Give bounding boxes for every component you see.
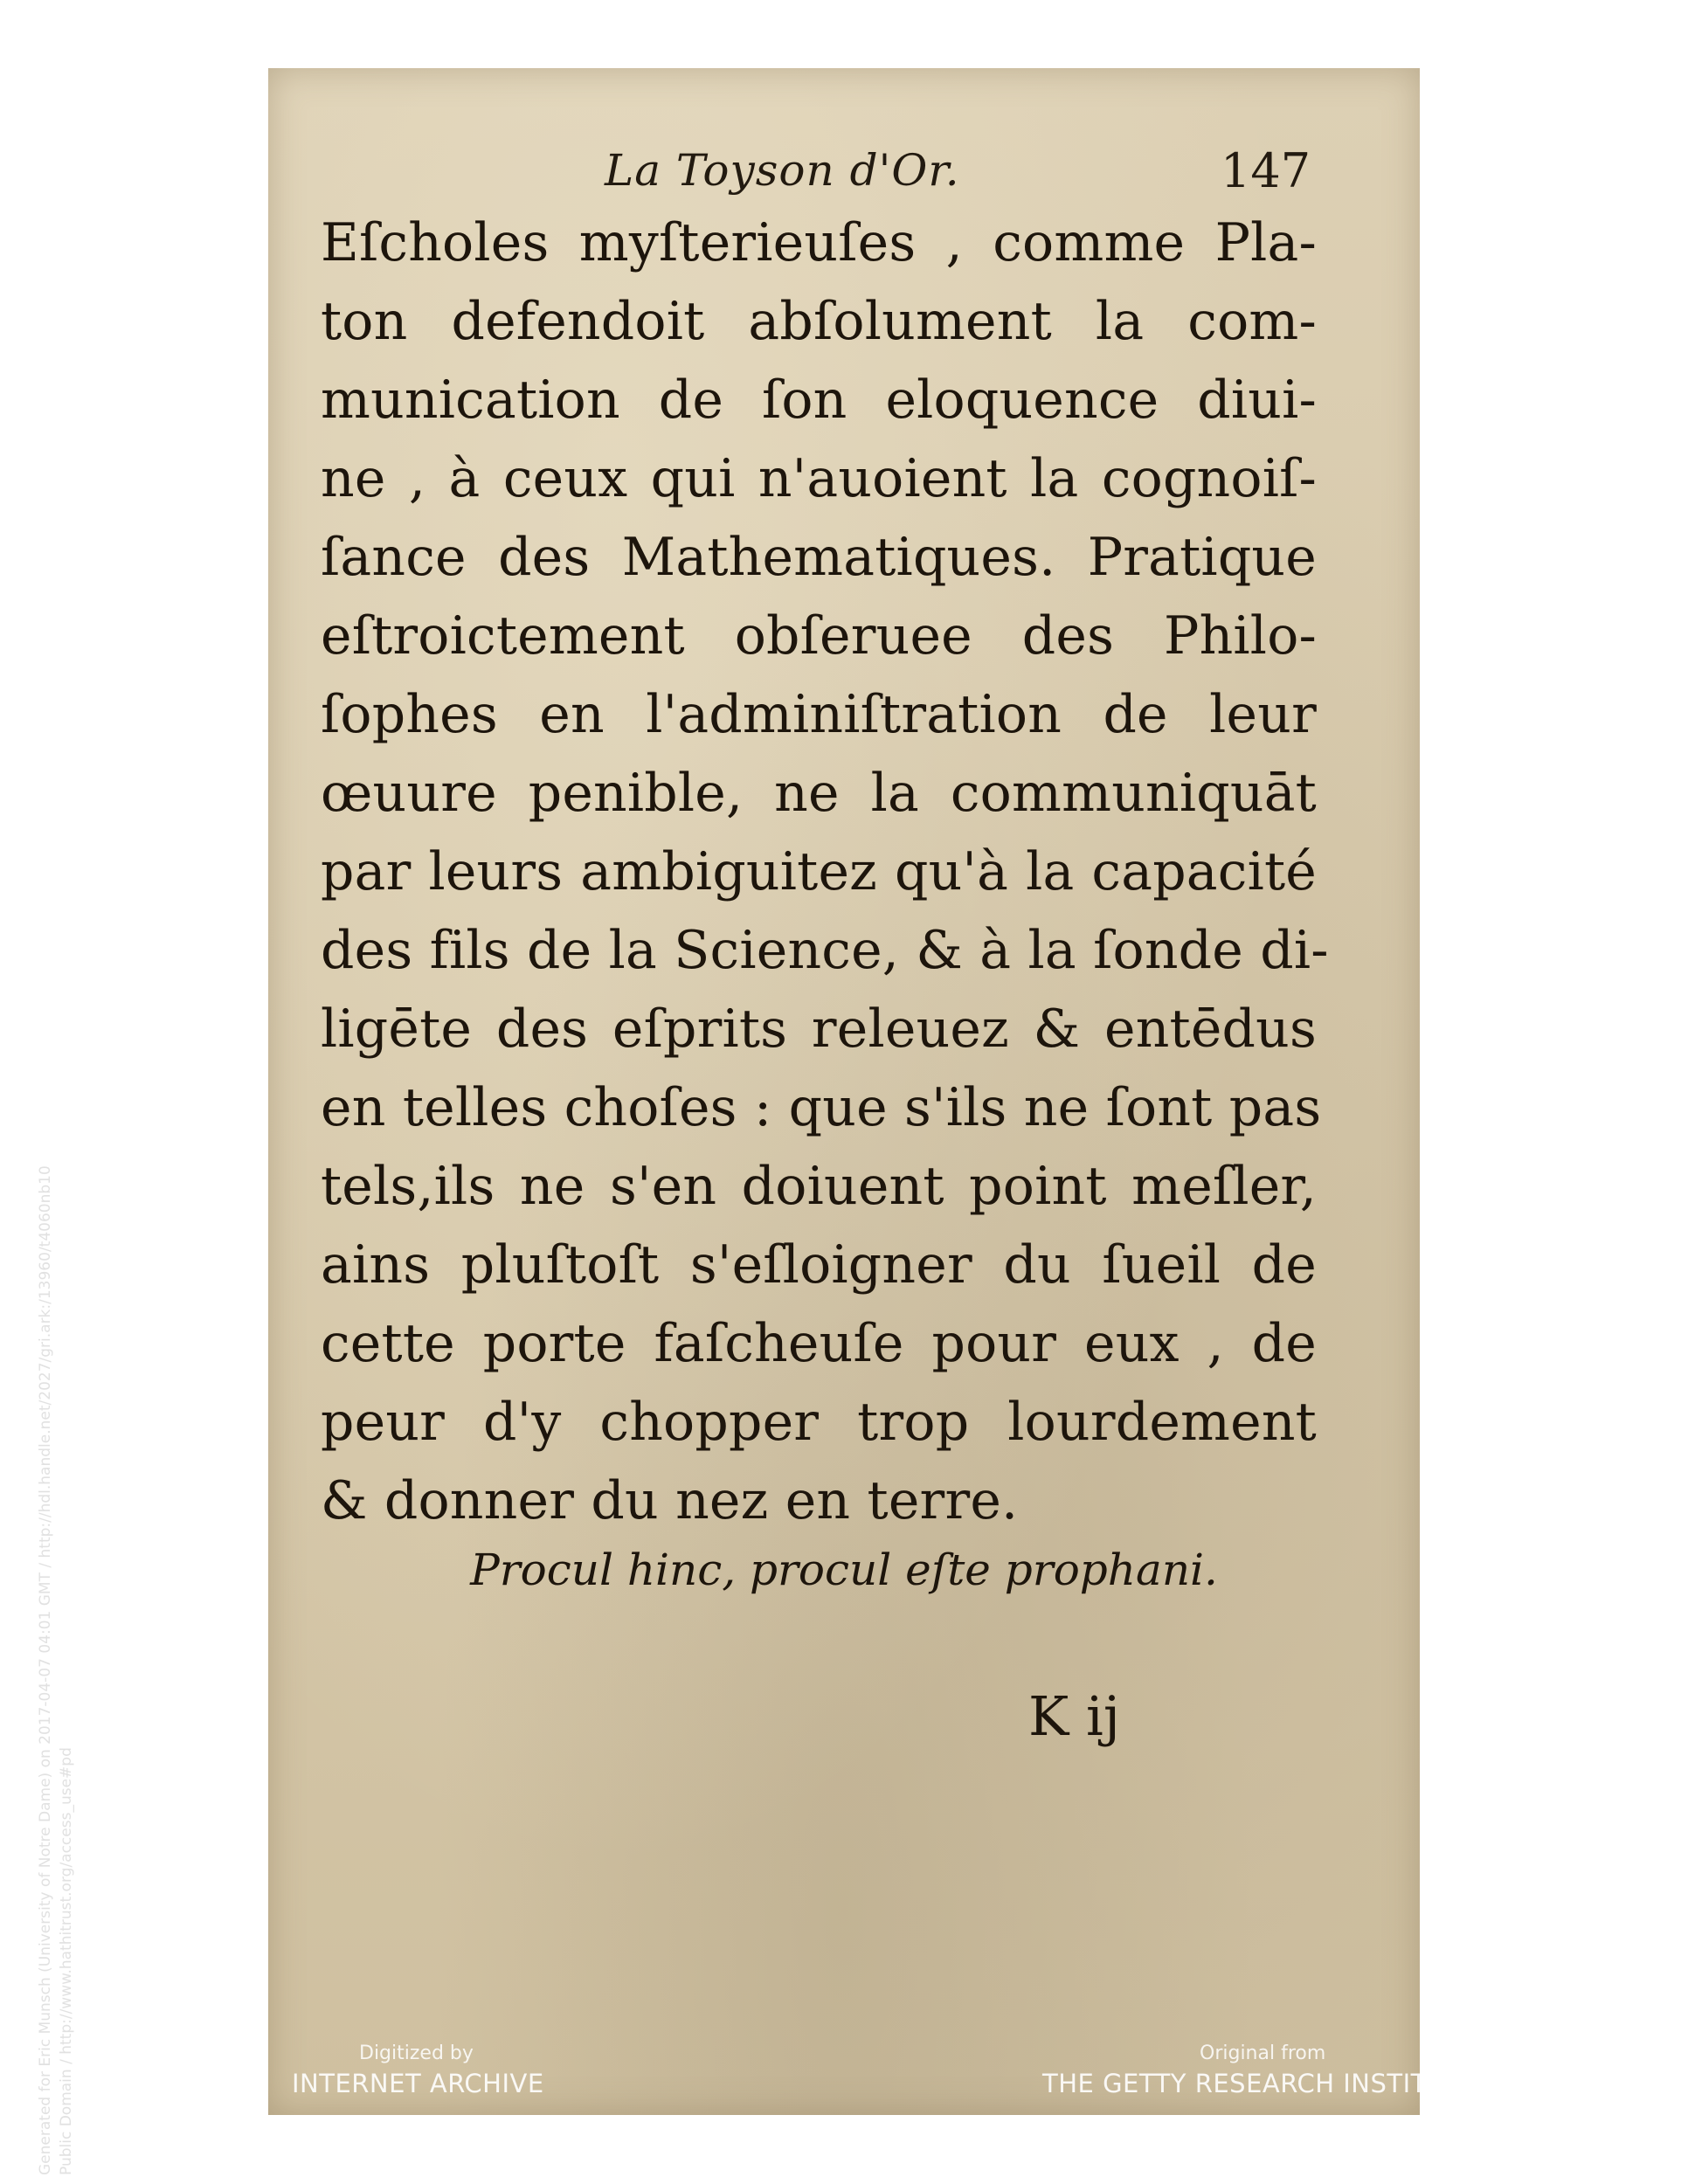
- book-page-scan: [268, 68, 1420, 2115]
- text-line: des fils de la Science, & à la ſonde di-: [321, 920, 1329, 981]
- text-line: eſtroictement obſeruee des Philo-: [321, 605, 1317, 667]
- side-notice-line: Generated for Eric Munsch (University of Notre Dame) on 2017-04-07 04:01 GMT / http://hdl.handle.net/2027/gri.ark:/13960/t4060nb10: [37, 1165, 54, 2175]
- internet-archive-watermark: INTERNET ARCHIVE: [292, 2069, 544, 2098]
- signature-mark: K ij: [1028, 1684, 1121, 1748]
- side-notice-line: Public Domain / http://www.hathitrust.org/access_use#pd: [58, 1747, 75, 2175]
- text-line: peur d'y chopper trop lourdement: [321, 1392, 1317, 1453]
- bleed-through-text: [347, 1606, 1343, 1763]
- running-head: La Toyson d'Or.: [605, 145, 960, 196]
- latin-motto: Procul hinc, procul eſte prophani.: [470, 1545, 1218, 1595]
- body-text: [321, 204, 1329, 1540]
- hathitrust-side-notice: [35, 812, 77, 2175]
- text-line: ne , à ceux qui n'auoient la cognoiſ-: [321, 448, 1317, 509]
- digitized-by-caption: Digitized by: [359, 2042, 474, 2064]
- text-line: ligēte des eſprits releuez & entēdus: [321, 999, 1317, 1060]
- text-line: par leurs ambiguitez qu'à la capacité: [321, 841, 1317, 902]
- text-line: ton defendoit abſolument la com-: [321, 291, 1317, 352]
- original-from-caption: Original from: [1200, 2042, 1326, 2064]
- text-line: & donner du nez en terre.: [321, 1470, 1019, 1531]
- text-line: œuure penible, ne la communiquāt: [321, 763, 1317, 824]
- text-line: tels,ils ne s'en doiuent point meſler,: [321, 1156, 1317, 1217]
- text-line: munication de ſon eloquence diui-: [321, 370, 1317, 431]
- text-line: ſophes en l'adminiſtration de leur: [321, 684, 1317, 745]
- page-number: 147: [1221, 143, 1311, 198]
- text-line: ains pluſtoſt s'eſloigner du ſueil de: [321, 1234, 1317, 1296]
- text-line: cette porte faſcheuſe pour eux , de: [321, 1313, 1317, 1374]
- getty-watermark: THE GETTY RESEARCH INSTITUTE: [1042, 2069, 1478, 2098]
- text-line: en telles choſes : que s'ils ne ſont pas: [321, 1077, 1322, 1138]
- text-line: Eſcholes myſterieuſes , comme Pla-: [321, 212, 1317, 273]
- text-line: ſance des Mathematiques. Pratique: [321, 527, 1317, 588]
